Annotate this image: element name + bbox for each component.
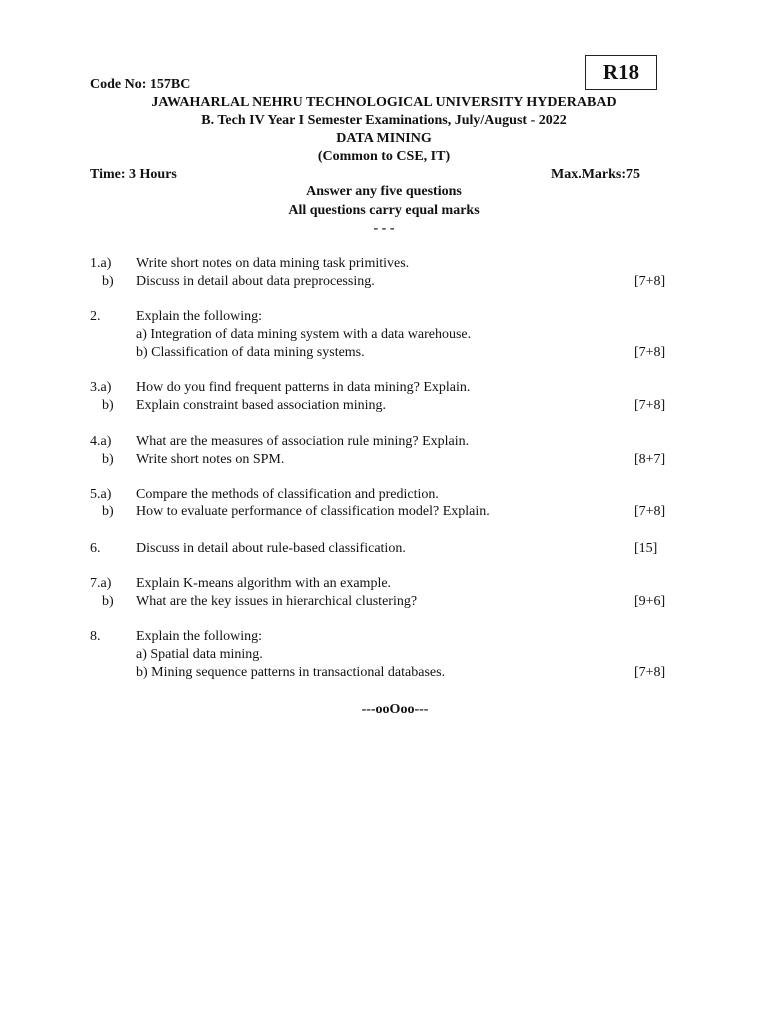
question-text: Discuss in detail about data preprocessing.	[136, 274, 375, 289]
question-marks: [8+7]	[634, 452, 666, 467]
question-number: b)	[102, 504, 114, 519]
question-text: How to evaluate performance of classification model? Explain.	[136, 504, 490, 519]
question-text: Explain the following:	[136, 629, 262, 644]
code-number: Code No: 157BC	[90, 77, 191, 92]
question-text: What are the measures of association rule mining? Explain.	[136, 434, 470, 449]
question-text: Explain the following:	[136, 309, 262, 324]
question-text: Write short notes on SPM.	[136, 452, 285, 467]
question-marks: [15]	[634, 541, 658, 556]
question-number: b)	[102, 594, 114, 609]
question-marks: [7+8]	[634, 274, 666, 289]
question-text: b) Mining sequence patterns in transactional databases.	[136, 665, 446, 680]
question-text: How do you find frequent patterns in data mining? Explain.	[136, 380, 471, 395]
subject-title: DATA MINING	[336, 131, 432, 146]
question-number: 6.	[90, 541, 101, 556]
question-number: b)	[102, 274, 114, 289]
question-number: 1.a)	[90, 256, 112, 271]
regulation-badge: R18	[585, 55, 657, 90]
question-marks: [9+6]	[634, 594, 666, 609]
question-number: 8.	[90, 629, 101, 644]
question-text: a) Integration of data mining system with a data warehouse.	[136, 327, 472, 342]
question-text: Discuss in detail about rule-based classification.	[136, 541, 406, 556]
question-number: 2.	[90, 309, 101, 324]
question-text: b) Classification of data mining systems.	[136, 345, 365, 360]
question-text: Compare the methods of classification and prediction.	[136, 487, 439, 502]
exam-title: B. Tech IV Year I Semester Examinations, July/August - 2022	[201, 113, 567, 128]
question-number: 5.a)	[90, 487, 112, 502]
question-text: Explain constraint based association mining.	[136, 398, 387, 413]
question-text: What are the key issues in hierarchical clustering?	[136, 594, 418, 609]
question-text: a) Spatial data mining.	[136, 647, 263, 662]
end-marker: ---ooOoo---	[361, 702, 429, 717]
question-number: b)	[102, 398, 114, 413]
question-text: Write short notes on data mining task primitives.	[136, 256, 410, 271]
branches: (Common to CSE, IT)	[317, 149, 451, 164]
instruction-2: All questions carry equal marks	[288, 203, 480, 218]
question-marks: [7+8]	[634, 398, 666, 413]
time-allowed: Time: 3 Hours	[90, 167, 177, 182]
question-number: 3.a)	[90, 380, 112, 395]
question-number: 7.a)	[90, 576, 112, 591]
question-number: 4.a)	[90, 434, 112, 449]
question-text: Explain K-means algorithm with an example.	[136, 576, 392, 591]
university-name: JAWAHARLAL NEHRU TECHNOLOGICAL UNIVERSITY HYDERABAD	[151, 95, 617, 110]
separator: - - -	[373, 221, 395, 236]
question-marks: [7+8]	[634, 665, 666, 680]
question-marks: [7+8]	[634, 345, 666, 360]
max-marks: Max.Marks:75	[551, 167, 641, 182]
question-number: b)	[102, 452, 114, 467]
instruction-1: Answer any five questions	[306, 184, 462, 199]
question-marks: [7+8]	[634, 504, 666, 519]
